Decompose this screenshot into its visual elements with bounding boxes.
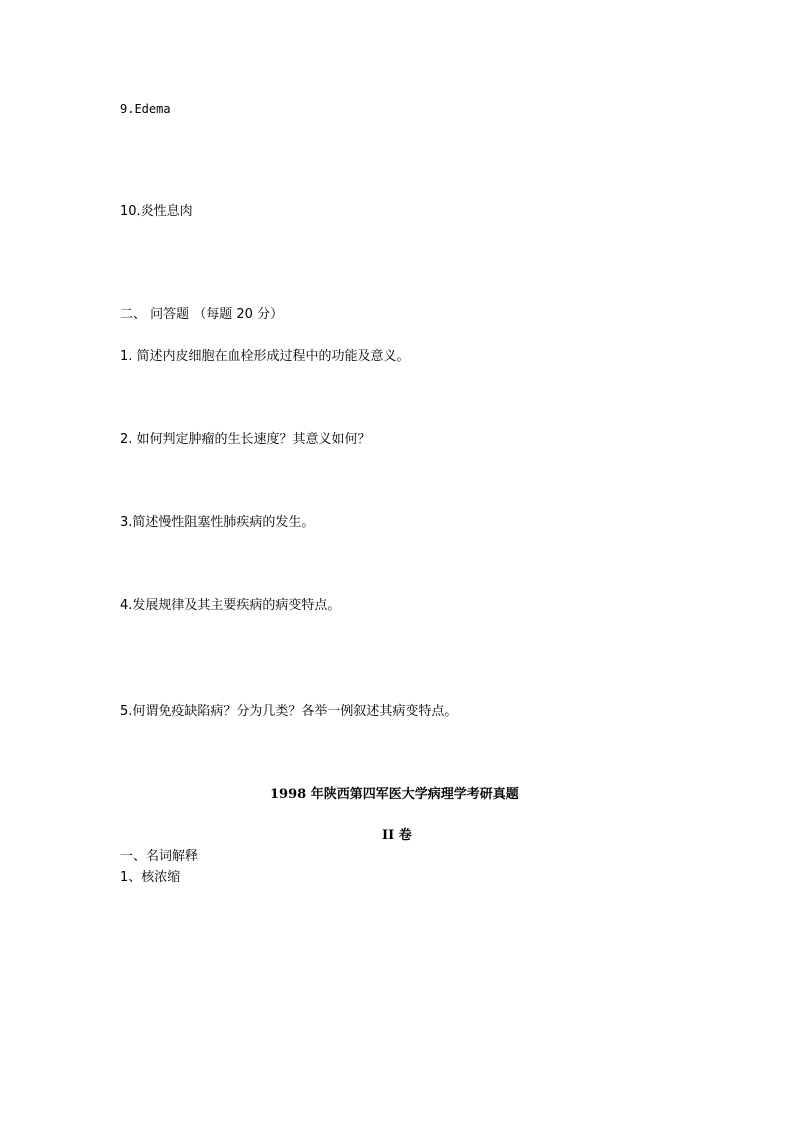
term-item-10: 10.炎性息肉 [120,204,193,219]
section-heading-terms: 一、名词解释 [120,849,199,864]
question-4: 4.发展规律及其主要疾病的病变特点。 [120,598,341,613]
paper-title: 1998 年陕西第四军医大学病理学考研真题 [270,787,519,802]
question-1: 1. 简述内皮细胞在血栓形成过程中的功能及意义。 [120,349,410,364]
question-2: 2. 如何判定肿瘤的生长速度？其意义如何？ [120,432,371,447]
volume-label: II 卷 [382,828,412,843]
question-5: 5.何谓免疫缺陷病？分为几类？各举一例叙述其病变特点。 [120,704,458,719]
section-heading-short-answer: 二、 问答题 （每题 20 分） [120,307,284,322]
question-3: 3.简述慢性阻塞性肺疾病的发生。 [120,515,315,530]
term-item-9: 9.Edema [120,102,171,116]
term-item-1: 1、核浓缩 [120,870,181,885]
